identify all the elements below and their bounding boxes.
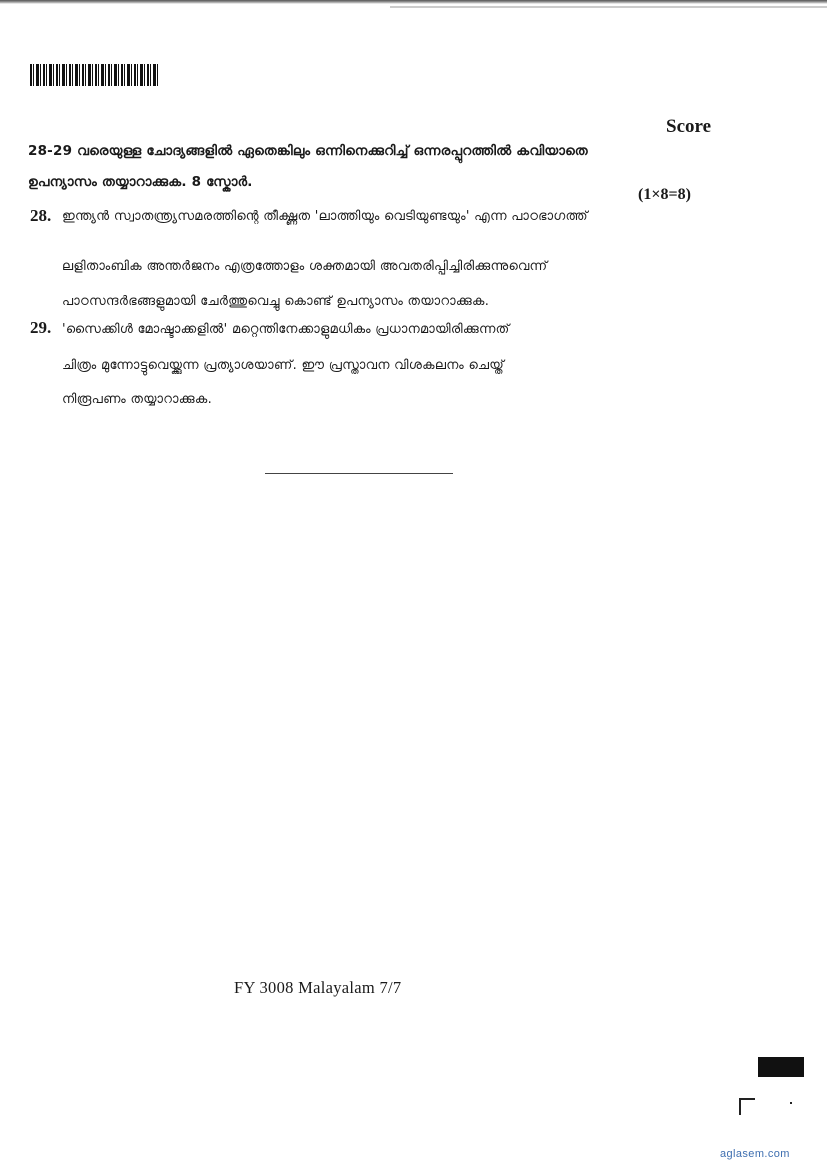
question-29-number: 29. xyxy=(30,318,52,337)
scan-corner-mark xyxy=(758,1057,804,1077)
question-28-number: 28. xyxy=(30,206,52,225)
scan-dot xyxy=(790,1102,792,1104)
question-29-line-1: 'സൈക്കിൾ മോഷ്ടാക്കളിൽ' മറ്റെന്തിനേക്കാളുമധികം പ്രധാനമായിരിക്കുന്നത് xyxy=(62,322,510,337)
end-rule xyxy=(265,473,453,474)
scan-tick-mark-arm xyxy=(741,1098,755,1100)
question-28-line-2: ലളിതാംബിക അന്തർജനം എത്രത്തോളം ശക്തമായി അവതരിപ്പിച്ചിരിക്കുന്നുവെന്ന് xyxy=(62,259,548,274)
marks-allotment: (1×8=8) xyxy=(638,186,691,203)
question-28-line-1: ഇന്ത്യൻ സ്വാതന്ത്ര്യസമരത്തിന്റെ തീക്ഷ്ണത 'ലാത്തിയും വെടിയുണ്ടയും' എന്ന പാഠഭാഗത്ത് xyxy=(62,209,588,224)
page-footer: FY 3008 Malayalam 7/7 xyxy=(234,978,402,997)
barcode-image xyxy=(30,64,158,86)
instruction-line-1: 28-29 വരെയുള്ള ചോദ്യങ്ങളിൽ ഏതെങ്കിലും ഒന്നിനെക്കുറിച്ച് ഒന്നരപ്പുറത്തിൽ കവിയാതെ xyxy=(28,143,588,159)
watermark: aglasem.com xyxy=(720,1148,790,1160)
score-label: Score xyxy=(666,116,712,137)
scan-edge-top xyxy=(0,0,827,4)
question-28-line-3: പാഠസന്ദർഭങ്ങളുമായി ചേർത്തുവെച്ചു കൊണ്ട് ഉപന്യാസം തയാറാക്കുക. xyxy=(62,294,490,309)
instruction-line-2: ഉപന്യാസം തയ്യാറാക്കുക. 8 സ്കോർ. xyxy=(28,174,253,190)
scan-edge-artifact xyxy=(390,6,827,8)
question-29-line-3: നിരൂപണം തയ്യാറാക്കുക. xyxy=(62,392,213,407)
question-29-line-2: ചിത്രം മുന്നോട്ടുവെയ്ക്കുന്ന പ്രത്യാശയാണ്. ഈ പ്രസ്താവന വിശകലനം ചെയ്ത് xyxy=(62,358,505,373)
scan-tick-mark xyxy=(739,1098,741,1115)
section-instructions xyxy=(28,136,708,198)
